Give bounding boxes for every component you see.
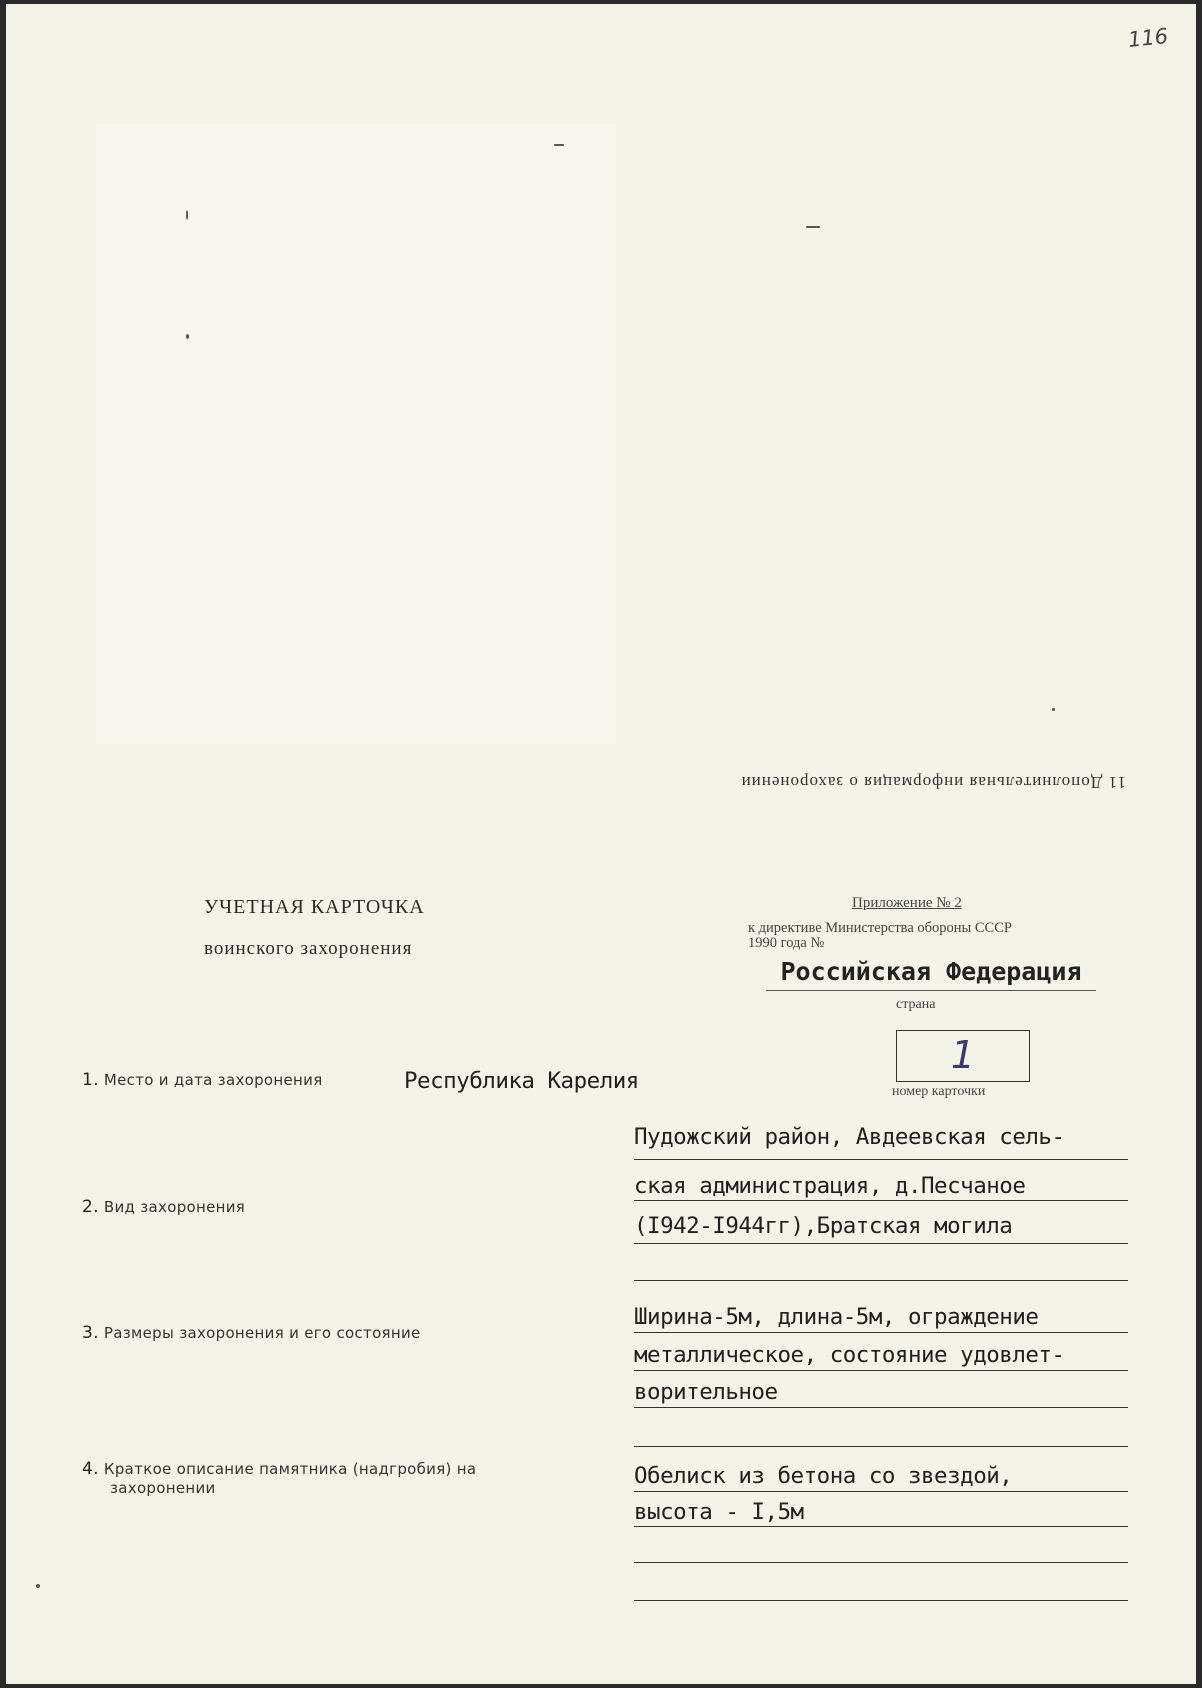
- field-rule: [634, 1526, 1128, 1527]
- field-3-line-3: ворительное: [634, 1379, 778, 1405]
- field-3-line-2: металлическое, состояние удовлет-: [634, 1342, 1065, 1368]
- field-1-value: Республика Карелия: [404, 1068, 639, 1094]
- field-rule: [634, 1332, 1128, 1333]
- card-title: УЧЕТНАЯ КАРТОЧКА: [204, 896, 425, 918]
- photo-placeholder-area: [96, 124, 616, 744]
- field-4-line-2: высота - I,5м: [634, 1499, 804, 1525]
- upside-down-section-heading: 11 Дополнительная информация о захоронении: [740, 773, 1126, 792]
- field-1-number: 1.: [82, 1070, 99, 1090]
- country-caption: страна: [896, 997, 936, 1012]
- field-rule: [634, 1243, 1128, 1244]
- field-2-number: 2.: [82, 1197, 99, 1217]
- field-rule: [634, 1407, 1128, 1408]
- field-4-number: 4.: [82, 1459, 99, 1479]
- field-rule: [634, 1491, 1128, 1492]
- field-4-line-1: Обелиск из бетона со звездой,: [634, 1463, 1013, 1489]
- appendix-label: Приложение № 2: [852, 895, 962, 911]
- page-number: 116: [1126, 23, 1170, 53]
- field-rule: [634, 1200, 1128, 1201]
- card-number-box: [896, 1030, 1030, 1082]
- directive-reference: [748, 921, 1012, 951]
- field-3-label-text: Размеры захоронения и его состояние: [103, 1324, 421, 1342]
- directive-line-2: 1990 года №: [748, 935, 825, 951]
- field-3-line-1: Ширина-5м, длина-5м, ограждение: [634, 1304, 1039, 1330]
- field-rule: [634, 1280, 1128, 1281]
- field-rule: [634, 1159, 1128, 1160]
- field-1-continuation-line-2: ская администрация, д.Песчаное: [634, 1173, 1026, 1199]
- country-value: Российская Федерация: [780, 957, 1082, 986]
- document-page: [6, 4, 1196, 1684]
- field-rule: [634, 1446, 1128, 1447]
- field-4-label-text-2: захоронении: [110, 1479, 216, 1497]
- directive-line-1: к директиве Министерства обороны СССР: [748, 920, 1012, 936]
- field-4-label: [82, 1459, 476, 1479]
- ink-speck: [186, 210, 188, 220]
- field-rule: [634, 1600, 1128, 1601]
- field-1-continuation-line-3: (I942-I944гг),Братская могила: [634, 1213, 1013, 1239]
- field-3-number: 3.: [82, 1323, 99, 1343]
- ink-speck: [806, 226, 820, 228]
- field-4-label-text-1: Краткое описание памятника (надгробия) на: [103, 1460, 477, 1478]
- ink-speck: [1052, 708, 1055, 711]
- field-2-label: [82, 1197, 245, 1217]
- ink-speck: [186, 334, 189, 339]
- field-rule: [634, 1562, 1128, 1563]
- ink-speck: [36, 1584, 40, 1588]
- country-underline: [766, 990, 1096, 991]
- field-1-label: [82, 1070, 323, 1090]
- ink-speck: [554, 144, 564, 146]
- field-2-label-text: Вид захоронения: [103, 1198, 246, 1216]
- field-rule: [634, 1370, 1128, 1371]
- field-1-continuation-line-1: Пудожский район, Авдеевская сель-: [634, 1124, 1065, 1150]
- field-3-label: [82, 1323, 421, 1343]
- field-1-label-text: Место и дата захоронения: [103, 1071, 323, 1089]
- card-subtitle: воинского захоронения: [204, 938, 413, 959]
- card-number-value: 1: [950, 1033, 976, 1077]
- card-number-caption: номер карточки: [892, 1084, 986, 1099]
